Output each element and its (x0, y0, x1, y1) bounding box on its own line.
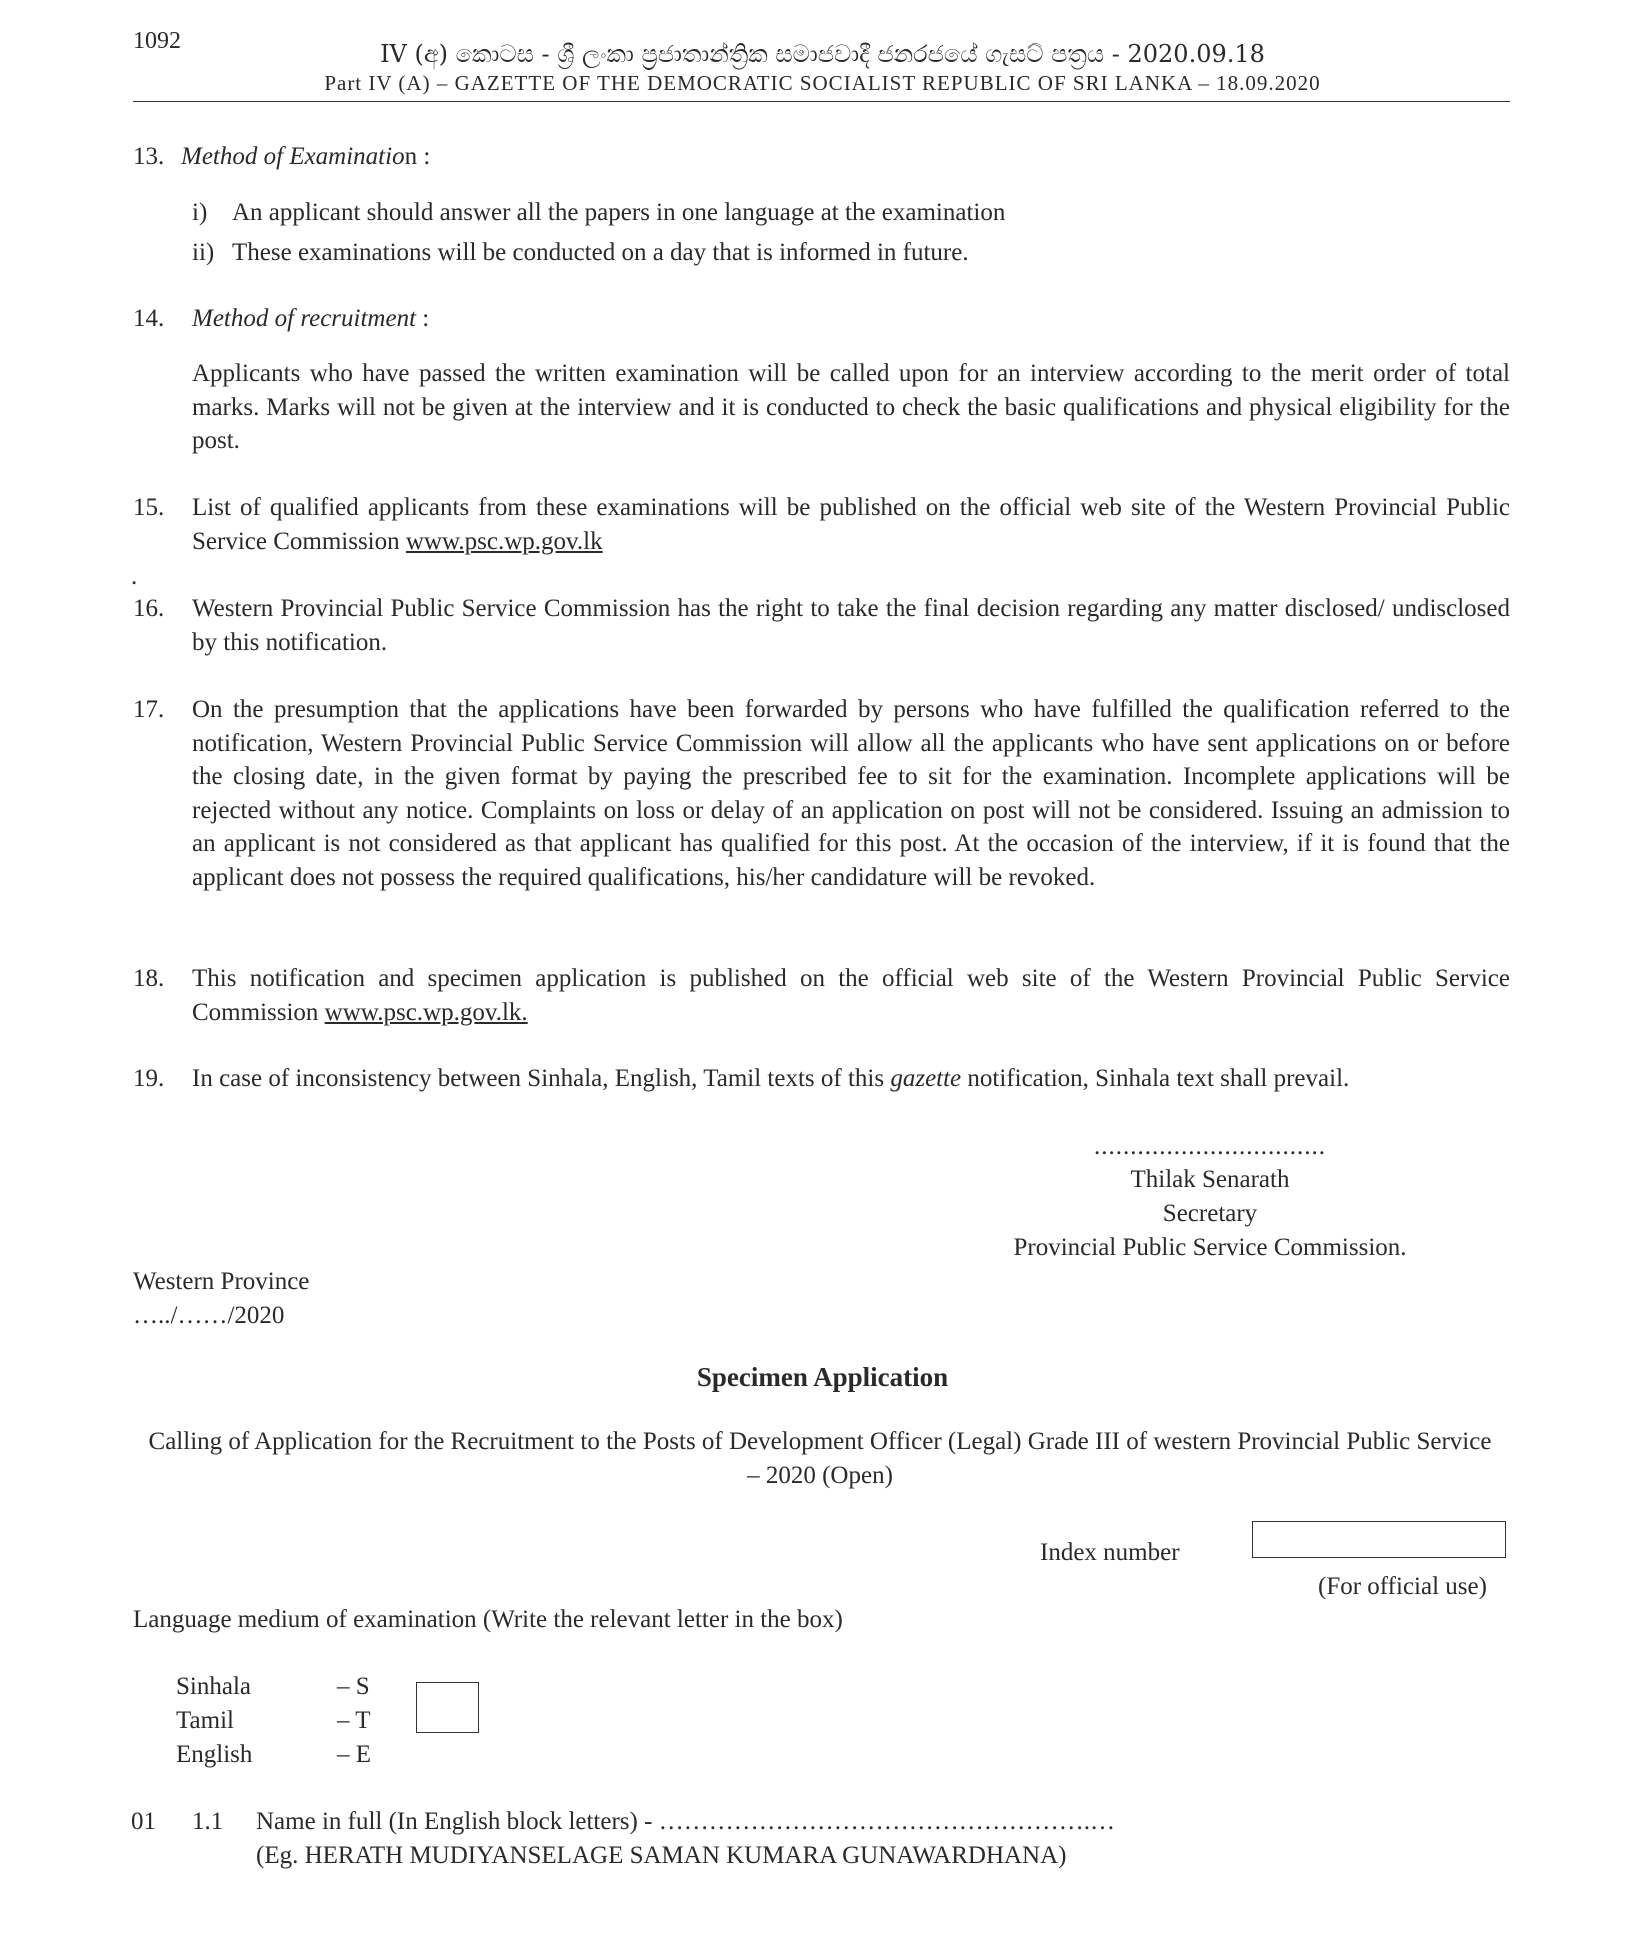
section-14-heading (192, 302, 429, 336)
official-use-note: (For official use) (1318, 1573, 1487, 1600)
section-19-text-before: In case of inconsistency between Sinhala, English, Tamil texts of this (192, 1065, 891, 1092)
gazette-header-sinhala: IV (අ) කොටස - ශ්‍රී ලංකා ප්‍රජාතාන්ත්‍රික සමාජවාදී ජනරජයේ ගැසට් පත්‍රය - 2020.09.18 (380, 40, 1265, 68)
section-14-title-tail: : (416, 305, 430, 332)
section-13-item-ii: These examinations will be conducted on a day that is informed in future. (232, 239, 969, 266)
language-english-name: English (176, 1741, 253, 1768)
header-rule (133, 101, 1510, 102)
section-13-item-ii-marker: ii) (192, 239, 215, 266)
section-15-link[interactable]: www.psc.wp.gov.lk (405, 527, 603, 555)
signatory-name: Thilak Senarath (1130, 1166, 1290, 1193)
signatory-position: Secretary (1162, 1200, 1258, 1227)
language-sinhala-code: – S (337, 1673, 370, 1700)
index-number-label: Index number (1040, 1539, 1180, 1566)
section-13-title-tail: n : (404, 143, 431, 170)
stray-dot: . (131, 563, 138, 590)
section-14-number: 14. (133, 305, 165, 332)
section-13-item-i: An applicant should answer all the papers in one language at the examination (232, 199, 1006, 226)
section-16-body: Western Provincial Public Service Commission has the right to take the final decision regarding any matter disclosed/ undisclosed by this notification. (192, 595, 1510, 656)
question-01-number: 01 (131, 1808, 156, 1835)
language-sinhala-name: Sinhala (176, 1673, 251, 1700)
section-16-number: 16. (133, 595, 165, 622)
section-19-italic: gazette (890, 1065, 962, 1092)
section-18-text: This notification and specimen application is published on the official web site of the Western Provincial Public Service Commission (192, 965, 1510, 1026)
section-14-title: Method of recruitment (192, 305, 417, 332)
section-19-text-after: notification, Sinhala text shall prevail. (961, 1065, 1350, 1092)
signature-dots: ................................ (1094, 1133, 1326, 1160)
language-tamil-code: – T (337, 1707, 371, 1734)
index-number-box[interactable] (1252, 1521, 1506, 1558)
section-19-body (192, 1062, 1510, 1096)
question-1-1-number: 1.1 (192, 1808, 224, 1835)
full-name-example: (Eg. HERATH MUDIYANSELAGE SAMAN KUMARA GUNAWARDHANA) (256, 1842, 1067, 1869)
section-18-number: 18. (133, 965, 165, 992)
section-18-body (192, 962, 1510, 1029)
gazette-header-english: Part IV (A) – GAZETTE OF THE DEMOCRATIC SOCIALIST REPUBLIC OF SRI LANKA – 18.09.2020 (324, 71, 1321, 95)
language-medium-box[interactable] (416, 1682, 479, 1733)
section-18-link[interactable]: www.psc.wp.gov.lk. (324, 998, 528, 1026)
signatory-office: Provincial Public Service Commission. (1013, 1234, 1407, 1261)
specimen-title: Specimen Application (696, 1362, 949, 1392)
language-english-code: – E (337, 1741, 372, 1768)
section-13-heading (181, 140, 430, 174)
full-name-dots: …………………………………………….… (658, 1808, 1115, 1835)
section-13-title: Method of Examinatio (181, 143, 405, 170)
full-name-field[interactable] (256, 1805, 1115, 1839)
section-15-body (192, 491, 1510, 558)
section-15-text: List of qualified applicants from these examinations will be published on the official web site of the Western Provincial Public Service Commission (192, 494, 1510, 555)
section-14-body: Applicants who have passed the written examination will be called upon for an interview according to the merit order of total marks. Marks will not be given at the interview and it is conducted to check the basic qualifications and physical eligibility for the post. (192, 360, 1510, 454)
section-15-number: 15. (133, 494, 165, 521)
place: Western Province (133, 1268, 310, 1295)
section-13-number: 13. (133, 143, 165, 170)
specimen-subtitle: Calling of Application for the Recruitment to the Posts of Development Officer (Legal) Grade III of western Provincial Public Service – 2020 (Open) (148, 1428, 1492, 1489)
section-13-item-i-marker: i) (192, 199, 208, 226)
section-17-number: 17. (133, 696, 165, 723)
full-name-label: Name in full (In English block letters) - (256, 1808, 659, 1835)
page-number: 1092 (133, 28, 181, 54)
date: …../……/2020 (133, 1302, 285, 1329)
section-17-body: On the presumption that the applications have been forwarded by persons who have fulfilled the qualification referred to the notification, Western Provincial Public Service Commission will allow all the applicants who have sent applications on or before the closing date, in the given format by paying the prescribed fee to sit for the examination. Incomplete applications will be rejected without any notice. Complaints on loss or delay of an application on post will not be considered. Issuing an admission to an applicant is not considered as that applicant has qualified for this post. At the occasion of the interview, if it is found that the applicant does not possess the required qualifications, his/her candidature will be revoked. (192, 696, 1510, 891)
section-19-number: 19. (133, 1065, 165, 1092)
language-prompt: Language medium of examination (Write the relevant letter in the box) (133, 1606, 843, 1633)
language-tamil-name: Tamil (176, 1707, 234, 1734)
